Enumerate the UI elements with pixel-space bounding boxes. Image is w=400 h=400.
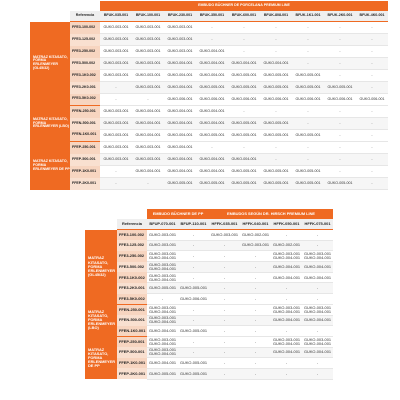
table-cell: -	[240, 262, 271, 273]
table1-ref-label: Referencia	[70, 11, 100, 22]
table-cell: -	[356, 130, 388, 142]
table-cell: GUKO-005-001	[147, 368, 178, 379]
table-row	[30, 118, 388, 130]
table-cell: -	[178, 230, 209, 241]
table-cell: -	[209, 240, 240, 251]
table-cell: GUKO-005-001	[147, 283, 178, 294]
table-cell: GUKO-004-001	[228, 58, 260, 70]
table-row	[30, 142, 388, 154]
table-row	[30, 154, 388, 166]
table-cell: -	[260, 46, 292, 58]
table-cell: GUKO-003-001	[132, 142, 164, 154]
table-cell: -	[178, 315, 209, 326]
table-cell: GUKO-005-001	[228, 118, 260, 130]
row-reference: FFEN-250-001	[70, 106, 100, 118]
table-cell: GUKO-005-001	[292, 82, 324, 94]
table-cell: GUKO-003-001	[100, 118, 132, 130]
table-cell: GUKO-004-001	[164, 142, 196, 154]
table-cell: -	[271, 368, 302, 379]
group-label: MATRAZ KITASATO, FORMA ERLENMEYER (GL45/32)	[85, 230, 117, 305]
column-header: BFUP-110-001	[178, 219, 209, 230]
table-cell: GUKO-004-001	[164, 58, 196, 70]
column-header: BFUK-4K0-001	[356, 11, 388, 22]
table-cell: GUKO-003-001 GUKO-004-001	[272, 336, 301, 346]
row-reference: FFEP-1K0-001	[70, 166, 100, 178]
table-cell: GUKO-005-001	[178, 326, 209, 337]
table-cell: -	[302, 230, 333, 241]
table-cell: -	[292, 106, 324, 118]
table-row	[30, 58, 388, 70]
table-cell: -	[240, 251, 271, 262]
table-cell: GUKO-004-001	[228, 154, 260, 166]
table-cell: -	[228, 22, 260, 34]
row-reference: FFEP-2K0-001	[70, 178, 100, 190]
table-cell: GUKO-005-001	[292, 130, 324, 142]
table-row	[85, 326, 333, 337]
table-cell: GUKO-005-001	[228, 178, 260, 190]
table-cell: GUKO-004-001	[147, 326, 178, 337]
table-cell: GUKO-005-001	[260, 166, 292, 178]
table-cell: -	[356, 46, 388, 58]
table-cell: -	[356, 70, 388, 82]
table-cell: GUKO-002-001	[271, 240, 302, 251]
table-cell: -	[260, 22, 292, 34]
table-row	[85, 240, 333, 251]
table-cell: -	[209, 358, 240, 369]
table-row	[30, 94, 388, 106]
table-cell: GUKO-003-001	[132, 46, 164, 58]
table-cell: GUKO-003-001	[147, 230, 178, 241]
table-cell: -	[209, 262, 240, 273]
table-cell: GUKO-005-001	[260, 70, 292, 82]
table-cell: -	[240, 304, 271, 315]
table-cell: GUKO-004-001	[196, 58, 228, 70]
table-cell: -	[260, 154, 292, 166]
table-cell: GUKO-003-001 GUKO-004-001	[302, 336, 333, 347]
table-cell: GUKO-004-001	[302, 315, 333, 326]
table2-header-banner-pp: EMBUDO BÜCHNER DE PP	[147, 209, 209, 219]
table-cell: GUKO-004-001	[196, 46, 228, 58]
table-cell: -	[132, 94, 164, 106]
table-cell: -	[240, 368, 271, 379]
table-cell: GUKO-003-001 GUKO-004-001	[148, 251, 177, 261]
table-cell: GUKO-005-001	[324, 178, 356, 190]
table-cell: -	[196, 34, 228, 46]
table-cell: GUKO-004-001	[271, 315, 302, 326]
table1-header-banner: EMBUDO BÜCHNER DE PORCELANA PREMIUM LINE	[100, 1, 388, 11]
table-row	[85, 304, 333, 315]
table-cell: -	[324, 142, 356, 154]
table-cell: -	[209, 251, 240, 262]
row-reference: FFE3-500-002	[70, 58, 100, 70]
table-cell: -	[356, 118, 388, 130]
row-reference: FFEP-500-001	[117, 347, 147, 358]
table-cell: GUKO-003-001 GUKO-004-001	[148, 304, 177, 314]
table-row	[30, 46, 388, 58]
table-cell: -	[324, 106, 356, 118]
table-cell: GUKO-004-001	[302, 262, 333, 273]
table-cell: GUKO-003-001	[100, 46, 132, 58]
table-cell: GUKO-005-001	[178, 283, 209, 294]
table-cell: GUKO-005-001	[196, 178, 228, 190]
table-row	[85, 251, 333, 262]
table-cell: GUKO-004-001	[196, 106, 228, 118]
table2-ref-label: Referencia	[117, 219, 147, 230]
table-cell: GUKO-003-001	[132, 22, 164, 34]
table-cell: GUKO-004-001	[164, 154, 196, 166]
table-cell: GUKO-005-001	[228, 70, 260, 82]
table-cell: GUKO-006-001	[292, 94, 324, 106]
table-row	[85, 272, 333, 283]
table-cell: -	[292, 46, 324, 58]
row-reference: FFE3-1K0-002	[117, 272, 147, 283]
table-cell: -	[209, 272, 240, 283]
table-cell: GUKO-005-001	[260, 118, 292, 130]
table-row	[85, 283, 333, 294]
table-cell: -	[292, 22, 324, 34]
table-cell: GUKO-005-001	[164, 178, 196, 190]
row-reference: FFEN-1K0-001	[117, 326, 147, 337]
table-cell: GUKO-002-001	[240, 230, 271, 241]
table-row	[30, 166, 388, 178]
row-reference: FFEP-250-001	[117, 336, 147, 347]
table-cell: -	[356, 58, 388, 70]
table2-header-banner-hirsch: EMBUDOS SEGÚN DR. HIRSCH PREMIUM LINE	[209, 209, 333, 219]
table-cell: -	[240, 283, 271, 294]
table-cell: GUKO-006-001	[178, 294, 209, 305]
table-cell: GUKO-004-001	[196, 118, 228, 130]
row-reference: FFEP-500-001	[70, 154, 100, 166]
row-reference: FFE3-100-002	[70, 22, 100, 34]
table-cell: GUKO-005-001	[178, 368, 209, 379]
table-cell: GUKO-006-001	[164, 94, 196, 106]
group-label: MATRAZ KITASATO, FORMA ERLENMEYER (LBO)	[85, 304, 117, 336]
table-cell: -	[324, 154, 356, 166]
table-cell: -	[228, 142, 260, 154]
row-reference: FFE3-5K0-002	[70, 94, 100, 106]
table-cell: GUKO-005-001	[292, 178, 324, 190]
row-reference: FFEN-500-001	[117, 315, 147, 326]
table-cell: -	[324, 118, 356, 130]
table-cell: GUKO-006-001	[260, 94, 292, 106]
table-cell: GUKO-004-001	[132, 130, 164, 142]
row-reference: FFE3-125-002	[117, 240, 147, 251]
table-cell: GUKO-003-001	[209, 230, 240, 241]
table-cell: -	[209, 326, 240, 337]
table-cell: GUKO-004-001	[132, 166, 164, 178]
table-row	[85, 336, 333, 347]
table-cell: GUKO-003-001 GUKO-004-001	[148, 315, 177, 325]
table-cell: -	[196, 142, 228, 154]
table-cell: GUKO-003-001	[132, 82, 164, 94]
row-reference: FFE3-250-002	[117, 251, 147, 262]
table-cell: GUKO-003-001	[100, 34, 132, 46]
row-reference: FFEN-500-001	[70, 118, 100, 130]
row-reference: FFEP-2K0-001	[117, 368, 147, 379]
table-cell: -	[240, 326, 271, 337]
table-cell: -	[240, 347, 271, 358]
table-cell: GUKO-003-001	[240, 240, 271, 251]
row-reference: FFE3-2K0-001	[117, 283, 147, 294]
table-cell: -	[178, 272, 209, 283]
table-row	[85, 294, 333, 305]
table-cell: GUKO-004-001	[164, 82, 196, 94]
table-cell: GUKO-003-001	[132, 154, 164, 166]
table-cell: GUKO-004-001	[164, 130, 196, 142]
group-label: MATRAZ KITASATO, FORMA ERLENMEYER (LBO)	[30, 106, 70, 142]
table-cell: -	[228, 106, 260, 118]
table-row	[85, 262, 333, 273]
table-cell: -	[302, 294, 333, 305]
column-header: BFUK-350-001	[196, 11, 228, 22]
table-cell: GUKO-006-001	[196, 94, 228, 106]
table-cell: -	[302, 283, 333, 294]
table-cell: GUKO-004-001	[132, 118, 164, 130]
table-cell: -	[271, 283, 302, 294]
table-cell: -	[356, 82, 388, 94]
table-cell: -	[356, 34, 388, 46]
table-cell: GUKO-004-001	[302, 347, 333, 358]
table-cell: -	[271, 294, 302, 305]
table-cell: -	[292, 58, 324, 70]
table-cell: -	[240, 294, 271, 305]
table-cell: GUKO-004-001	[196, 154, 228, 166]
table-cell: -	[178, 347, 209, 358]
table-cell: GUKO-004-001	[164, 106, 196, 118]
table-cell: -	[260, 34, 292, 46]
table-cell: -	[324, 70, 356, 82]
table-cell: GUKO-005-001	[196, 82, 228, 94]
table-cell: GUKO-005-001	[196, 130, 228, 142]
table-cell: -	[292, 154, 324, 166]
table-cell: GUKO-005-001	[228, 166, 260, 178]
table-cell: GUKO-003-001	[100, 130, 132, 142]
table-cell: -	[178, 336, 209, 347]
row-reference: FFE3-2K0-001	[70, 82, 100, 94]
table-cell: -	[209, 315, 240, 326]
table-cell: -	[356, 154, 388, 166]
table-cell: GUKO-004-001	[132, 106, 164, 118]
table-cell: -	[356, 106, 388, 118]
table-cell: -	[100, 166, 132, 178]
column-header: BFUK-2K0-001	[324, 11, 356, 22]
row-reference: FFE3-5K0-002	[117, 294, 147, 305]
table-cell: GUKO-003-001	[100, 58, 132, 70]
table-cell: -	[324, 34, 356, 46]
table-cell: GUKO-003-001 GUKO-004-001	[302, 251, 333, 262]
table-cell: -	[240, 272, 271, 283]
table-cell: -	[271, 358, 302, 369]
column-header: HFFK-040-001	[240, 219, 271, 230]
table-cell: GUKO-003-001 GUKO-004-001	[148, 336, 177, 346]
table-cell: GUKO-004-001	[260, 58, 292, 70]
table-cell: GUKO-003-001	[164, 46, 196, 58]
row-reference: FFEP-1K0-001	[117, 358, 147, 369]
table-cell: GUKO-004-001	[271, 272, 302, 283]
table-cell: GUKO-003-001	[132, 58, 164, 70]
table-cell: -	[100, 178, 132, 190]
column-header: BFUK-808-001	[260, 11, 292, 22]
table-cell: GUKO-003-001	[100, 142, 132, 154]
table-row	[30, 178, 388, 190]
column-header: BFUK-100-001	[132, 11, 164, 22]
table-cell: GUKO-005-001	[292, 70, 324, 82]
table-cell: -	[209, 304, 240, 315]
table-cell: -	[209, 294, 240, 305]
row-reference: FFE3-500-002	[117, 262, 147, 273]
table-cell: GUKO-005-001	[178, 358, 209, 369]
table-cell: GUKO-004-001	[147, 358, 178, 369]
table-row	[30, 130, 388, 142]
table-cell: -	[240, 358, 271, 369]
table-cell: -	[356, 166, 388, 178]
table-cell: GUKO-004-001	[164, 70, 196, 82]
table-row	[85, 315, 333, 326]
table-cell: -	[100, 94, 132, 106]
table-cell: -	[302, 358, 333, 369]
table-cell: -	[271, 326, 302, 337]
table-cell: -	[324, 58, 356, 70]
table-cell: -	[292, 34, 324, 46]
table-cell: -	[356, 142, 388, 154]
group-label: MATRAZ KITASATO, FORMA ERLENMEYER DE PP	[30, 142, 70, 190]
table-row	[85, 358, 333, 369]
table-cell: -	[178, 240, 209, 251]
table-row	[30, 22, 388, 34]
table-cell: GUKO-003-001 GUKO-004-001	[148, 261, 177, 271]
table-cell: -	[292, 142, 324, 154]
table-cell: -	[178, 262, 209, 273]
table-cell: -	[324, 46, 356, 58]
table-row	[30, 70, 388, 82]
table-cell: -	[209, 368, 240, 379]
table-cell: GUKO-005-001	[228, 82, 260, 94]
table-cell: GUKO-005-001	[260, 178, 292, 190]
column-header: HFFK-035-001	[209, 219, 240, 230]
table-cell: GUKO-003-001	[147, 240, 178, 251]
table-cell: GUKO-003-001 GUKO-004-001	[148, 347, 177, 357]
table-row	[30, 34, 388, 46]
table-cell: -	[228, 34, 260, 46]
table-row	[30, 106, 388, 118]
table-cell: GUKO-005-001	[292, 166, 324, 178]
column-header: BFUK-1K1-001	[292, 11, 324, 22]
table-cell: GUKO-003-001	[164, 22, 196, 34]
group-label: MATRAZ KITASATO, FORMA ERLENMEYER (GL45/32)	[30, 22, 70, 106]
table-cell: -	[209, 336, 240, 347]
table-row	[85, 347, 333, 358]
table-cell: -	[196, 22, 228, 34]
table-cell: GUKO-004-001	[164, 118, 196, 130]
table-cell: -	[209, 283, 240, 294]
buchner-porcelain-compatibility-table	[30, 1, 388, 190]
group-label: MATRAZ KITASATO, FORMA ERLENMEYER DE PP	[85, 336, 117, 379]
column-header: BFUK-230-001	[164, 11, 196, 22]
table-cell: -	[178, 251, 209, 262]
row-reference: FFEN-1K0-001	[70, 130, 100, 142]
table-cell: -	[100, 82, 132, 94]
table-cell: GUKO-003-001 GUKO-004-001	[302, 304, 333, 315]
table-cell: GUKO-005-001	[260, 130, 292, 142]
row-reference: FFE3-1K0-002	[70, 70, 100, 82]
row-reference: FFE3-250-002	[70, 46, 100, 58]
table-cell: GUKO-004-001	[164, 166, 196, 178]
table-cell: GUKO-003-001	[132, 34, 164, 46]
table-cell: -	[132, 178, 164, 190]
table-cell: GUKO-003-001	[164, 34, 196, 46]
table-cell: GUKO-003-001	[100, 154, 132, 166]
table-cell: -	[324, 22, 356, 34]
table-cell: GUKO-006-001	[228, 94, 260, 106]
table-cell: -	[209, 347, 240, 358]
table-row	[85, 230, 333, 241]
table-cell: GUKO-003-001 GUKO-004-001	[272, 304, 301, 314]
table-cell: GUKO-005-001	[228, 130, 260, 142]
table-cell: -	[356, 22, 388, 34]
table-cell: -	[271, 230, 302, 241]
table-cell: -	[324, 130, 356, 142]
table-cell: GUKO-003-001	[132, 70, 164, 82]
column-header: BFUK-035-001	[100, 11, 132, 22]
table-cell: -	[240, 315, 271, 326]
table-cell: -	[356, 178, 388, 190]
table-cell: GUKO-003-001 GUKO-004-001	[272, 251, 301, 261]
table-cell: GUKO-006-001	[324, 94, 356, 106]
column-header: BFUK-600-001	[228, 11, 260, 22]
row-reference: FFEN-250-001	[117, 304, 147, 315]
table-cell: -	[178, 304, 209, 315]
table-cell: -	[260, 106, 292, 118]
table-cell: GUKO-003-001	[100, 22, 132, 34]
table-cell: -	[302, 368, 333, 379]
table-cell: -	[147, 294, 178, 305]
table-cell: GUKO-004-001	[196, 166, 228, 178]
table-cell: -	[302, 240, 333, 251]
table-cell: -	[292, 118, 324, 130]
table-cell: -	[228, 46, 260, 58]
table-cell: -	[324, 166, 356, 178]
table-cell: -	[260, 142, 292, 154]
row-reference: FFE3-125-002	[70, 34, 100, 46]
table-cell: GUKO-004-001	[271, 347, 302, 358]
table-cell: GUKO-003-001 GUKO-004-001	[148, 272, 177, 282]
table-cell: GUKO-003-001	[100, 106, 132, 118]
row-reference: FFE3-100-002	[117, 230, 147, 241]
table-cell: GUKO-006-001	[356, 94, 388, 106]
buchner-pp-hirsch-compatibility-table	[85, 209, 333, 380]
column-header: HFFK-050-001	[271, 219, 302, 230]
table-cell: -	[240, 336, 271, 347]
table-cell: GUKO-004-001	[302, 272, 333, 283]
row-reference: FFEP-250-001	[70, 142, 100, 154]
table-cell: GUKO-005-001	[260, 82, 292, 94]
column-header: HFFK-075-001	[302, 219, 333, 230]
table-cell: GUKO-004-001	[271, 262, 302, 273]
table-cell: GUKO-003-001	[100, 70, 132, 82]
table-row	[30, 82, 388, 94]
column-header: BFUP-070-001	[147, 219, 178, 230]
table-row	[85, 368, 333, 379]
table-cell: GUKO-004-001	[196, 70, 228, 82]
table-cell: GUKO-005-001	[324, 82, 356, 94]
table-cell: -	[302, 326, 333, 337]
